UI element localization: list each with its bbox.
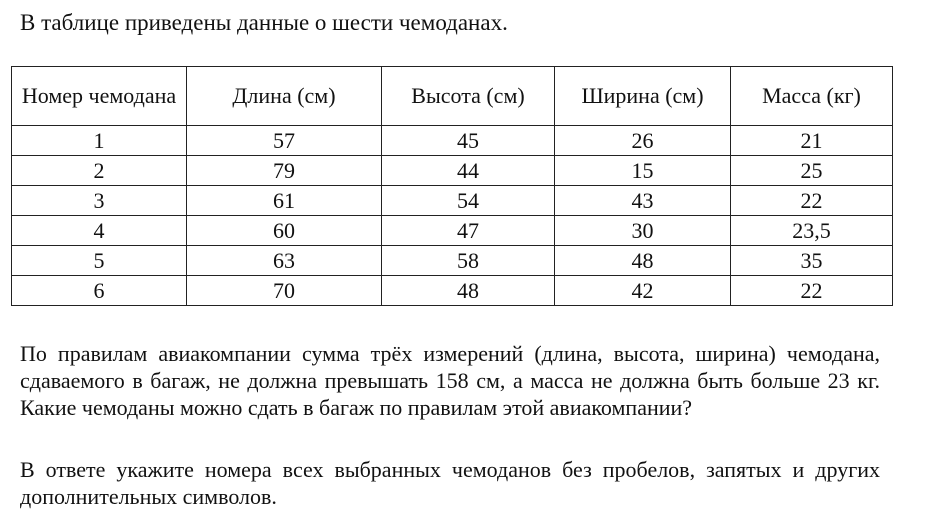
cell-number: 6	[12, 276, 187, 306]
table-row	[12, 246, 893, 276]
cell-number: 2	[12, 156, 187, 186]
cell-height: 58	[382, 246, 555, 276]
cell-height: 44	[382, 156, 555, 186]
rules-paragraph: По правилам авиакомпании сумма трёх измерений (длина, высота, ширина) чемодана, сдаваемого в багаж, не должна превышать 158 см, а масса не должна быть больше 23 кг. Какие чемоданы можно сдать в багаж по правилам этой авиакомпании?	[20, 341, 880, 420]
intro-text: В таблице приведены данные о шести чемоданах.	[20, 10, 508, 35]
cell-width: 15	[555, 156, 731, 186]
cell-number: 4	[12, 216, 187, 246]
header-height: Высота (см)	[382, 67, 555, 126]
suitcase-table-container	[11, 66, 887, 306]
header-length: Длина (см)	[187, 67, 382, 126]
table-row	[12, 276, 893, 306]
table-row	[12, 126, 893, 156]
cell-mass: 23,5	[731, 216, 893, 246]
cell-length: 63	[187, 246, 382, 276]
cell-length: 57	[187, 126, 382, 156]
cell-mass: 35	[731, 246, 893, 276]
cell-width: 30	[555, 216, 731, 246]
cell-length: 61	[187, 186, 382, 216]
header-mass: Масса (кг)	[731, 67, 893, 126]
cell-mass: 21	[731, 126, 893, 156]
cell-height: 48	[382, 276, 555, 306]
cell-height: 45	[382, 126, 555, 156]
cell-mass: 25	[731, 156, 893, 186]
table-header-row	[12, 67, 893, 126]
table-row	[12, 156, 893, 186]
answer-instructions-paragraph: В ответе укажите номера всех выбранных чемоданов без пробелов, запятых и других дополнительных символов.	[20, 457, 880, 509]
cell-number: 3	[12, 186, 187, 216]
header-suitcase-number: Номер чемодана	[12, 67, 187, 126]
cell-width: 48	[555, 246, 731, 276]
cell-height: 54	[382, 186, 555, 216]
cell-width: 26	[555, 126, 731, 156]
cell-height: 47	[382, 216, 555, 246]
cell-length: 70	[187, 276, 382, 306]
header-width: Ширина (см)	[555, 67, 731, 126]
cell-width: 43	[555, 186, 731, 216]
cell-length: 79	[187, 156, 382, 186]
table-row	[12, 216, 893, 246]
cell-number: 5	[12, 246, 187, 276]
cell-number: 1	[12, 126, 187, 156]
cell-width: 42	[555, 276, 731, 306]
cell-mass: 22	[731, 276, 893, 306]
cell-length: 60	[187, 216, 382, 246]
cell-mass: 22	[731, 186, 893, 216]
suitcase-table	[11, 66, 893, 306]
table-row	[12, 186, 893, 216]
